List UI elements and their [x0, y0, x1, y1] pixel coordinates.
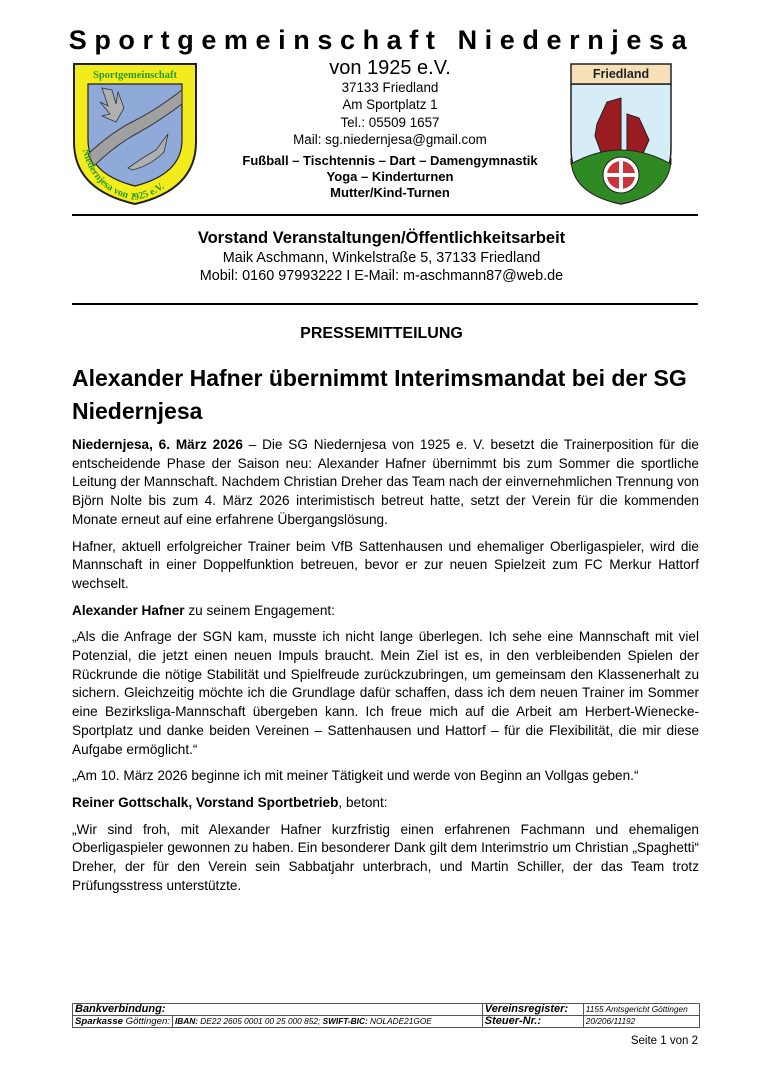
phone-line: Tel.: 05509 1657	[340, 114, 440, 130]
article-body	[72, 436, 699, 903]
board-divider	[72, 303, 698, 305]
board-title: Vorstand Veranstaltungen/Öffentlichkeitsarbeit	[197, 229, 566, 247]
dateline: Niedernjesa, 6. März 2026	[72, 437, 243, 452]
sports-line: Mutter/Kind-Turnen	[330, 185, 450, 201]
sg-niedernjesa-crest-logo	[72, 62, 198, 206]
club-info	[220, 57, 560, 202]
footer-row	[73, 1016, 700, 1028]
footer-bank-table	[72, 1003, 700, 1028]
address-line: 37133 Friedland	[341, 80, 439, 95]
footer-row	[73, 1004, 700, 1016]
friedland-crest-logo	[569, 62, 673, 206]
founded-line: von 1925 e.V.	[329, 57, 451, 79]
crest-label: Friedland	[592, 67, 650, 81]
iban-bic: IBAN: DE22 2605 0001 00 25 000 852; SWIFT-BIC: NOLADE21GOE	[172, 1016, 482, 1028]
page-indicator: Seite 1 von 2	[630, 1035, 698, 1047]
tax-label: Steuer-Nr.:	[482, 1016, 583, 1028]
sports-list	[220, 153, 560, 202]
paragraph: Hafner, aktuell erfolgreicher Trainer beim VfB Sattenhausen und ehemaliger Oberligaspieler, wird die Mannschaft in einer Doppelfunktion betreuen, bevor er zur neuen Spielzeit zum FC Merkur Hattorf wechselt.	[72, 538, 699, 591]
register-value: 1155 Amtsgericht Göttingen	[583, 1004, 699, 1016]
bank-label: Bankverbindung:	[73, 1004, 483, 1016]
quote: „Als die Anfrage der SGN kam, musste ich nicht lange überlegen. Ich sehe eine Mannschaft mit viel Potenzial, die jetzt einen neuen Impuls braucht. Mein Ziel ist es, in den verbleibenden Spielen der Rückrunde die nötige Stabilität und Spielfreude zurückzubringen, um gemeinsam den Klassenerhalt zu sichern. Gleichzeitig möchte ich die Grundlage dafür schaffen, dass ich dem neuen Trainer im Sommer eine Bezirksliga-Mannschaft übergeben kann. Ich freue mich auf die Arbeit am Herbert-Wienecke-Sportplatz und danke beiden Vereinen – Sattenhausen und Hattorf – für die Flexibilität, die mir diese Aufgabe ermöglicht.“	[72, 629, 699, 757]
paragraph-speaker: Reiner Gottschalk, Vorstand Sportbetrieb, betont:	[72, 794, 388, 810]
mail-line[interactable]: Mail: sg.niedernjesa@gmail.com	[293, 132, 487, 148]
club-name: Sportgemeinschaft Niedernjesa	[68, 25, 695, 55]
quote: „Am 10. März 2026 beginne ich mit meiner Tätigkeit und werde von Beginn an Vollgas geben.“	[72, 768, 639, 784]
bank-name: Sparkasse Göttingen:	[73, 1016, 173, 1028]
sports-line: Fußball – Tischtennis – Dart – Damengymnastik	[242, 152, 538, 168]
headline: Alexander Hafner übernimmt Interimsmandat bei der SG Niedernjesa	[72, 365, 687, 424]
board-contact	[0, 228, 763, 285]
tax-value: 20/206/11192	[583, 1016, 699, 1028]
quote: „Wir sind froh, mit Alexander Hafner kurzfristig einen erfahrenen Fachmann und ehemaligen Oberligaspieler gewonnen zu haben. Ein besonderer Dank gilt dem Interimstrio um Christian „Spaghetti“ Dreher, der für den Verein sein Sabbatjahr unterbrach, und Martin Schiller, der das Team trotz Prüfungsstress unterstützte.	[72, 821, 699, 893]
register-label: Vereinsregister:	[482, 1004, 583, 1016]
board-address: Maik Aschmann, Winkelstraße 5, 37133 Friedland	[222, 250, 541, 266]
header-divider	[72, 214, 698, 216]
paragraph-speaker: Alexander Hafner zu seinem Engagement:	[72, 602, 335, 618]
paragraph-intro: Niedernjesa, 6. März 2026 – Die SG Niedernjesa von 1925 e. V. besetzt die Trainerposition für die entscheidende Phase der Saison neu: Alexander Hafner übernimmt bis zum Sommer die sportliche Leitung der Mannschaft. Nachdem Christian Dreher das Team nach der einvernehmlichen Trennung von Björn Nolte bis zum 4. März 2026 interimistisch betreut hatte, setzt der Verein für die kommenden Monate erneut auf eine erfahrene Übergangslösung.	[72, 437, 699, 527]
crest-top-text: Sportgemeinschaft	[93, 70, 177, 81]
sports-line: Yoga – Kinderturnen	[326, 169, 454, 185]
speaker-name: Reiner Gottschalk, Vorstand Sportbetrieb	[72, 794, 339, 810]
speaker-name: Alexander Hafner	[72, 602, 185, 618]
crest-bottom-text: Niedernjesa von 1925 e.V.	[79, 147, 167, 204]
street-line: Am Sportplatz 1	[342, 97, 438, 113]
press-release-label: PRESSEMITTEILUNG	[300, 325, 463, 342]
board-mobile-email: Mobil: 0160 97993222 I E-Mail: m-aschmann87@web.de	[199, 268, 564, 284]
